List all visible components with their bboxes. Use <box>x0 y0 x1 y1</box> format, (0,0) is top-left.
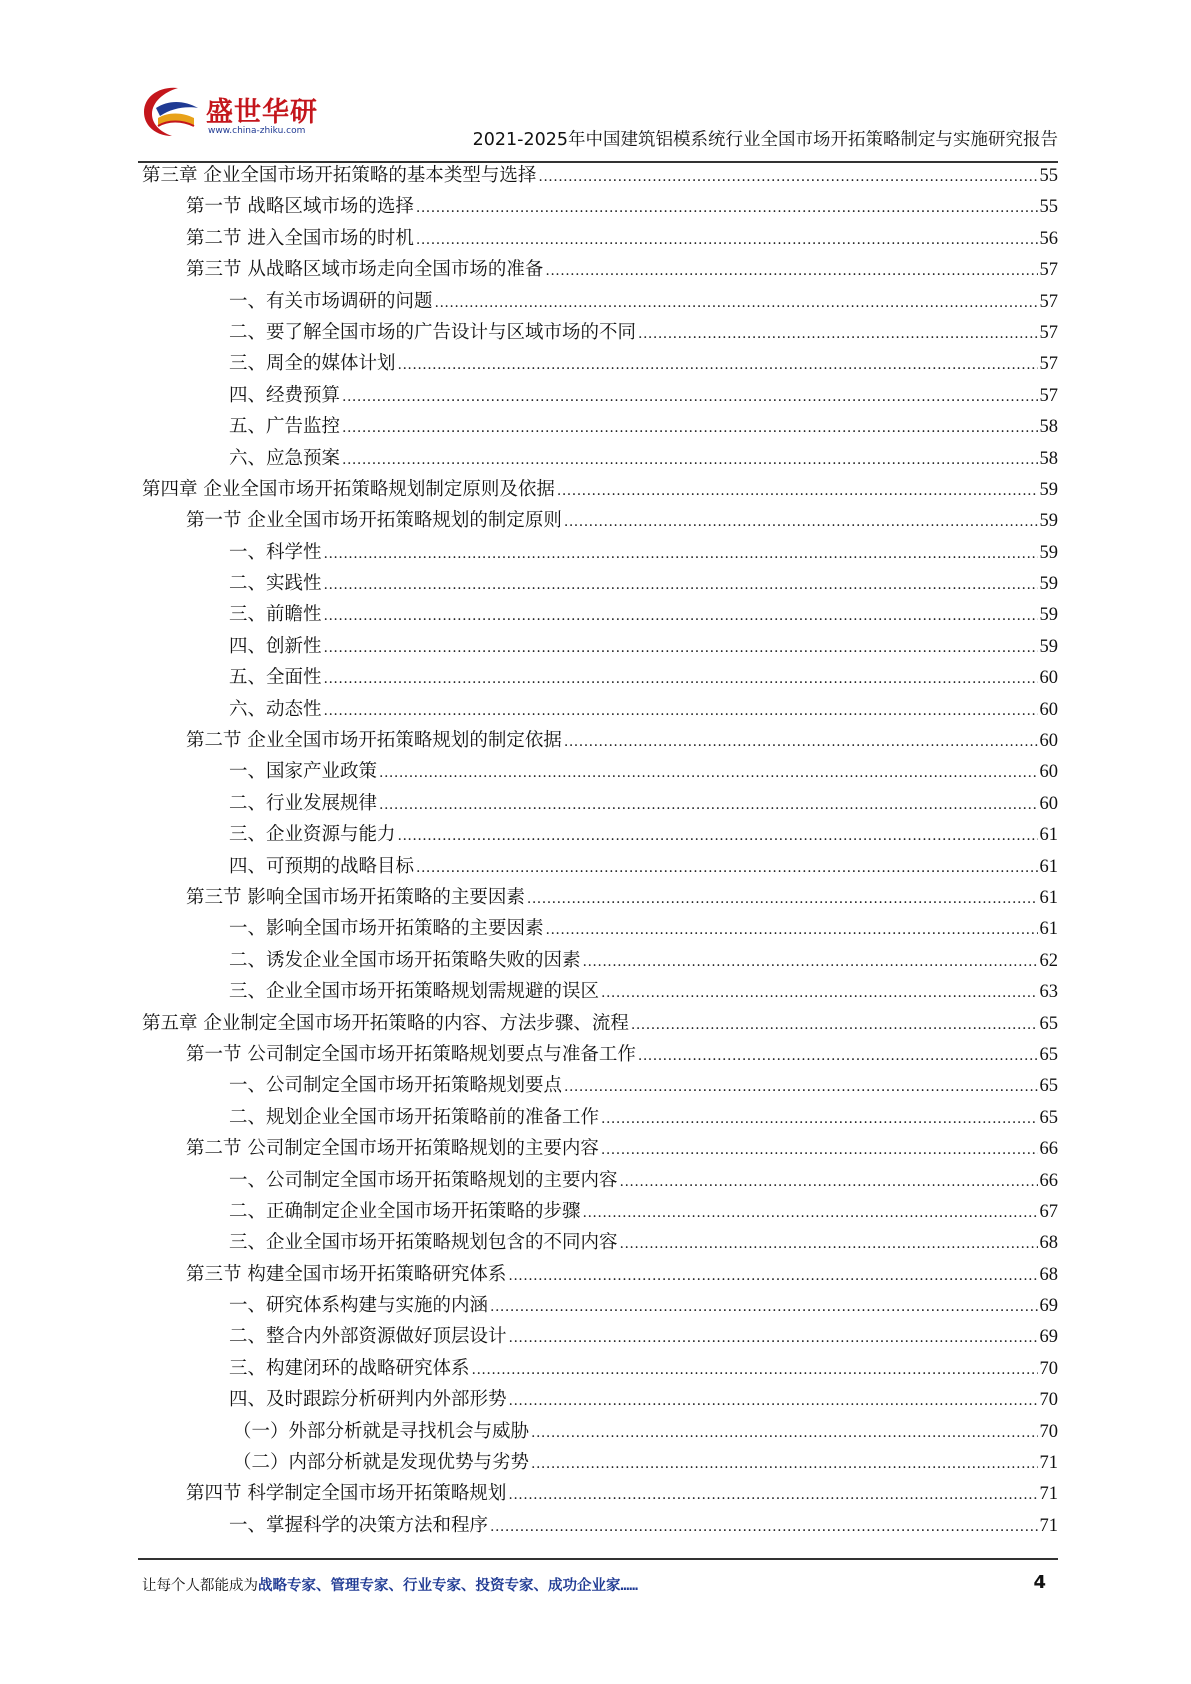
toc-entry-page: 59 <box>1039 511 1058 532</box>
toc-entry-title: 第二节 公司制定全国市场开拓策略规划的主要内容 <box>186 1138 599 1160</box>
toc-entry[interactable] <box>138 348 1058 379</box>
toc-entry-page: 63 <box>1039 982 1058 1003</box>
toc-entry-page: 68 <box>1039 1264 1058 1285</box>
toc-entry-title: 第二节 进入全国市场的时机 <box>186 227 414 249</box>
toc-dot-leader <box>564 727 1038 758</box>
toc-entry-title: 二、行业发展规律 <box>229 792 378 814</box>
toc-dot-leader <box>379 790 1037 821</box>
toc-entry-title: 第四节 科学制定全国市场开拓策略规划 <box>186 1483 507 1505</box>
toc-entry-page: 57 <box>1039 260 1058 281</box>
toc-entry-page: 59 <box>1039 542 1058 563</box>
toc-entry-page: 61 <box>1039 825 1058 846</box>
toc-entry-page: 59 <box>1039 636 1058 657</box>
toc-dot-leader <box>545 256 1037 287</box>
toc-entry-page: 60 <box>1039 668 1058 689</box>
toc-dot-leader <box>583 947 1038 978</box>
logo-mark-icon <box>138 82 206 142</box>
toc-entry-page: 69 <box>1039 1327 1058 1348</box>
toc-dot-leader <box>324 601 1038 632</box>
toc-entry-page: 61 <box>1039 887 1058 908</box>
toc-dot-leader <box>342 382 1037 413</box>
toc-entry-page: 57 <box>1039 322 1058 343</box>
toc-entry-title: 三、前瞻性 <box>229 604 322 626</box>
page-footer <box>142 1574 1058 1604</box>
page-number: 4 <box>1033 1572 1046 1593</box>
toc-entry[interactable] <box>138 191 1058 222</box>
toc-entry[interactable] <box>138 1447 1058 1478</box>
toc-entry[interactable] <box>138 411 1058 442</box>
logo-url: www.china-zhiku.com <box>208 126 306 136</box>
toc-entry-page: 71 <box>1039 1453 1058 1474</box>
toc-entry[interactable] <box>138 756 1058 787</box>
toc-dot-leader <box>564 1072 1037 1103</box>
toc-entry-page: 71 <box>1039 1515 1058 1536</box>
toc-entry-title: 一、公司制定全国市场开拓策略规划要点 <box>229 1075 563 1097</box>
toc-dot-leader <box>620 1229 1038 1260</box>
toc-entry[interactable] <box>138 1227 1058 1258</box>
toc-entry[interactable] <box>138 694 1058 725</box>
toc-dot-leader <box>435 288 1038 319</box>
toc-dot-leader <box>531 1418 1037 1449</box>
toc-dot-leader <box>527 884 1038 915</box>
toc-dot-leader <box>631 1010 1038 1041</box>
toc-entry-page: 66 <box>1039 1139 1058 1160</box>
toc-dot-leader <box>379 758 1037 789</box>
toc-entry[interactable] <box>138 976 1058 1007</box>
toc-entry[interactable] <box>138 599 1058 630</box>
toc-entry[interactable] <box>138 1133 1058 1164</box>
toc-entry-page: 71 <box>1039 1484 1058 1505</box>
toc-entry-page: 65 <box>1039 1044 1058 1065</box>
toc-dot-leader <box>416 853 1037 884</box>
toc-entry[interactable] <box>138 945 1058 976</box>
toc-entry-title: 二、正确制定企业全国市场开拓策略的步骤 <box>229 1200 581 1222</box>
toc-entry[interactable] <box>138 537 1058 568</box>
toc-entry-title: 四、可预期的战略目标 <box>229 855 415 877</box>
toc-entry-title: 二、整合内外部资源做好顶层设计 <box>229 1326 507 1348</box>
toc-entry-title: 二、诱发企业全国市场开拓策略失败的因素 <box>229 949 581 971</box>
toc-entry[interactable] <box>138 725 1058 756</box>
footer-slogan <box>142 1574 638 1595</box>
toc-dot-leader <box>324 570 1038 601</box>
toc-dot-leader <box>509 1386 1038 1417</box>
toc-dot-leader <box>324 664 1038 695</box>
toc-dot-leader <box>508 1480 1037 1511</box>
toc-dot-leader <box>601 1104 1037 1135</box>
toc-entry-title: 一、有关市场调研的问题 <box>229 290 433 312</box>
toc-entry-page: 56 <box>1039 228 1058 249</box>
toc-entry[interactable] <box>138 1196 1058 1227</box>
toc-entry-title: 第三节 影响全国市场开拓策略的主要因素 <box>186 886 525 908</box>
toc-dot-leader <box>638 319 1037 350</box>
toc-dot-leader <box>324 633 1038 664</box>
toc-entry-title: 二、规划企业全国市场开拓策略前的准备工作 <box>229 1106 600 1128</box>
company-logo <box>138 80 338 146</box>
toc-entry-title: 第一节 战略区域市场的选择 <box>186 196 414 218</box>
toc-entry-page: 65 <box>1039 1076 1058 1097</box>
toc-dot-leader <box>546 915 1038 946</box>
toc-entry-title: （二）内部分析就是发现优势与劣势 <box>233 1452 530 1474</box>
toc-entry[interactable] <box>138 1070 1058 1101</box>
toc-entry[interactable] <box>138 819 1058 850</box>
toc-entry[interactable] <box>138 662 1058 693</box>
toc-entry[interactable] <box>138 1165 1058 1196</box>
toc-entry-page: 61 <box>1039 919 1058 940</box>
toc-entry[interactable] <box>138 631 1058 662</box>
toc-dot-leader <box>490 1292 1037 1323</box>
toc-entry-title: 第三章 企业全国市场开拓策略的基本类型与选择 <box>142 165 537 186</box>
toc-dot-leader <box>416 193 1038 224</box>
toc-entry-title: 五、全面性 <box>229 667 322 689</box>
toc-entry[interactable] <box>138 474 1058 505</box>
toc-entry-page: 67 <box>1039 1201 1058 1222</box>
toc-entry-page: 57 <box>1039 291 1058 312</box>
toc-entry-page: 55 <box>1039 166 1058 186</box>
report-title: 2021-2025年中国建筑铝模系统行业全国市场开拓策略制定与实施研究报告 <box>472 130 1058 150</box>
toc-entry-page: 59 <box>1039 479 1058 500</box>
toc-dot-leader <box>557 476 1038 507</box>
toc-entry-title: 二、要了解全国市场的广告设计与区域市场的不同 <box>229 321 637 343</box>
toc-entry-title: 第三节 从战略区域市场走向全国市场的准备 <box>186 259 544 281</box>
toc-entry-title: （一）外部分析就是寻找机会与威胁 <box>233 1420 530 1442</box>
toc-entry[interactable] <box>138 913 1058 944</box>
toc-dot-leader <box>538 162 1037 193</box>
toc-entry-title: 三、企业全国市场开拓策略规划包含的不同内容 <box>229 1232 618 1254</box>
toc-entry-title: 四、及时跟踪分析研判内外部形势 <box>229 1389 507 1411</box>
toc-dot-leader <box>531 1449 1037 1480</box>
slogan-highlight: 战略专家、管理专家、行业专家、投资专家、成功企业家…… <box>258 1578 638 1594</box>
toc-dot-leader <box>601 1135 1038 1166</box>
toc-entry[interactable] <box>138 254 1058 285</box>
toc-entry-page: 59 <box>1039 574 1058 595</box>
toc-entry[interactable] <box>138 1510 1058 1541</box>
toc-dot-leader <box>509 1323 1038 1354</box>
toc-entry-page: 60 <box>1039 731 1058 752</box>
toc-entry-page: 58 <box>1039 448 1058 469</box>
slogan-prefix: 让每个人都能成为 <box>142 1578 258 1594</box>
toc-entry-title: 一、科学性 <box>229 541 322 563</box>
toc-dot-leader <box>324 539 1038 570</box>
toc-entry[interactable] <box>138 505 1058 536</box>
toc-dot-leader <box>583 1198 1038 1229</box>
toc-entry-title: 三、企业全国市场开拓策略规划需规避的误区 <box>229 981 600 1003</box>
toc-entry[interactable] <box>138 160 1058 191</box>
toc-entry-title: 六、动态性 <box>229 698 322 720</box>
logo-name: 盛世华研 <box>206 97 318 128</box>
toc-entry-title: 第五章 企业制定全国市场开拓策略的内容、方法步骤、流程 <box>142 1012 629 1034</box>
toc-entry-title: 六、应急预案 <box>229 447 341 469</box>
toc-dot-leader <box>342 413 1037 444</box>
toc-entry[interactable] <box>138 317 1058 348</box>
toc-entry-title: 五、广告监控 <box>229 416 341 438</box>
toc-entry-title: 三、周全的媒体计划 <box>229 353 396 375</box>
toc-dot-leader <box>472 1355 1038 1386</box>
toc-entry[interactable] <box>138 851 1058 882</box>
toc-dot-leader <box>398 350 1038 381</box>
toc-entry-page: 70 <box>1039 1390 1058 1411</box>
toc-entry-page: 62 <box>1039 950 1058 971</box>
toc-entry[interactable] <box>138 788 1058 819</box>
toc-entry-title: 三、构建闭环的战略研究体系 <box>229 1357 470 1379</box>
toc-entry-title: 一、国家产业政策 <box>229 761 378 783</box>
toc-entry-page: 55 <box>1039 197 1058 218</box>
toc-entry-page: 65 <box>1039 1107 1058 1128</box>
toc-entry[interactable] <box>138 380 1058 411</box>
toc-entry[interactable] <box>138 882 1058 913</box>
toc-entry-page: 61 <box>1039 856 1058 877</box>
toc-entry[interactable] <box>138 1353 1058 1384</box>
toc-entry-title: 第一节 企业全国市场开拓策略规划的制定原则 <box>186 510 562 532</box>
toc-dot-leader <box>620 1167 1038 1198</box>
toc-entry-title: 第三节 构建全国市场开拓策略研究体系 <box>186 1263 507 1285</box>
toc-entry[interactable] <box>138 443 1058 474</box>
footer-divider <box>138 1558 1058 1560</box>
toc-entry-title: 第二节 企业全国市场开拓策略规划的制定依据 <box>186 730 562 752</box>
toc-entry-title: 四、创新性 <box>229 635 322 657</box>
toc-entry-page: 68 <box>1039 1233 1058 1254</box>
toc-entry-page: 57 <box>1039 385 1058 406</box>
toc-entry[interactable] <box>138 1039 1058 1070</box>
toc-dot-leader <box>601 978 1037 1009</box>
toc-entry[interactable] <box>138 1259 1058 1290</box>
toc-entry-page: 70 <box>1039 1421 1058 1442</box>
toc-dot-leader <box>398 821 1038 852</box>
table-of-contents <box>138 160 1058 1541</box>
toc-entry[interactable] <box>138 286 1058 317</box>
toc-dot-leader <box>564 507 1038 538</box>
toc-entry[interactable] <box>138 1384 1058 1415</box>
toc-dot-leader <box>324 696 1038 727</box>
toc-entry-title: 第四章 企业全国市场开拓策略规划制定原则及依据 <box>142 478 555 500</box>
toc-entry-title: 第一节 公司制定全国市场开拓策略规划要点与准备工作 <box>186 1043 636 1065</box>
toc-entry-page: 69 <box>1039 1296 1058 1317</box>
toc-entry[interactable] <box>138 223 1058 254</box>
toc-entry[interactable] <box>138 1008 1058 1039</box>
toc-dot-leader <box>508 1261 1037 1292</box>
toc-entry[interactable] <box>138 1321 1058 1352</box>
toc-entry-page: 60 <box>1039 762 1058 783</box>
toc-entry[interactable] <box>138 1416 1058 1447</box>
toc-entry-page: 60 <box>1039 793 1058 814</box>
toc-dot-leader <box>638 1041 1038 1072</box>
toc-entry-title: 一、公司制定全国市场开拓策略规划的主要内容 <box>229 1169 618 1191</box>
toc-entry[interactable] <box>138 568 1058 599</box>
toc-dot-leader <box>490 1512 1037 1543</box>
toc-entry-title: 三、企业资源与能力 <box>229 824 396 846</box>
toc-entry-page: 60 <box>1039 699 1058 720</box>
toc-entry-title: 一、掌握科学的决策方法和程序 <box>229 1514 489 1536</box>
toc-entry-title: 四、经费预算 <box>229 384 341 406</box>
page-header <box>138 80 1058 162</box>
toc-entry-page: 59 <box>1039 605 1058 626</box>
toc-entry-title: 一、影响全国市场开拓策略的主要因素 <box>229 918 544 940</box>
toc-entry-page: 66 <box>1039 1170 1058 1191</box>
toc-entry-title: 二、实践性 <box>229 573 322 595</box>
toc-entry-page: 70 <box>1039 1358 1058 1379</box>
toc-entry-page: 58 <box>1039 417 1058 438</box>
toc-entry[interactable] <box>138 1102 1058 1133</box>
toc-entry-page: 65 <box>1039 1013 1058 1034</box>
toc-dot-leader <box>342 445 1037 476</box>
toc-dot-leader <box>416 225 1038 256</box>
toc-entry-page: 57 <box>1039 354 1058 375</box>
toc-entry[interactable] <box>138 1290 1058 1321</box>
toc-entry[interactable] <box>138 1478 1058 1509</box>
toc-entry-title: 一、研究体系构建与实施的内涵 <box>229 1295 489 1317</box>
